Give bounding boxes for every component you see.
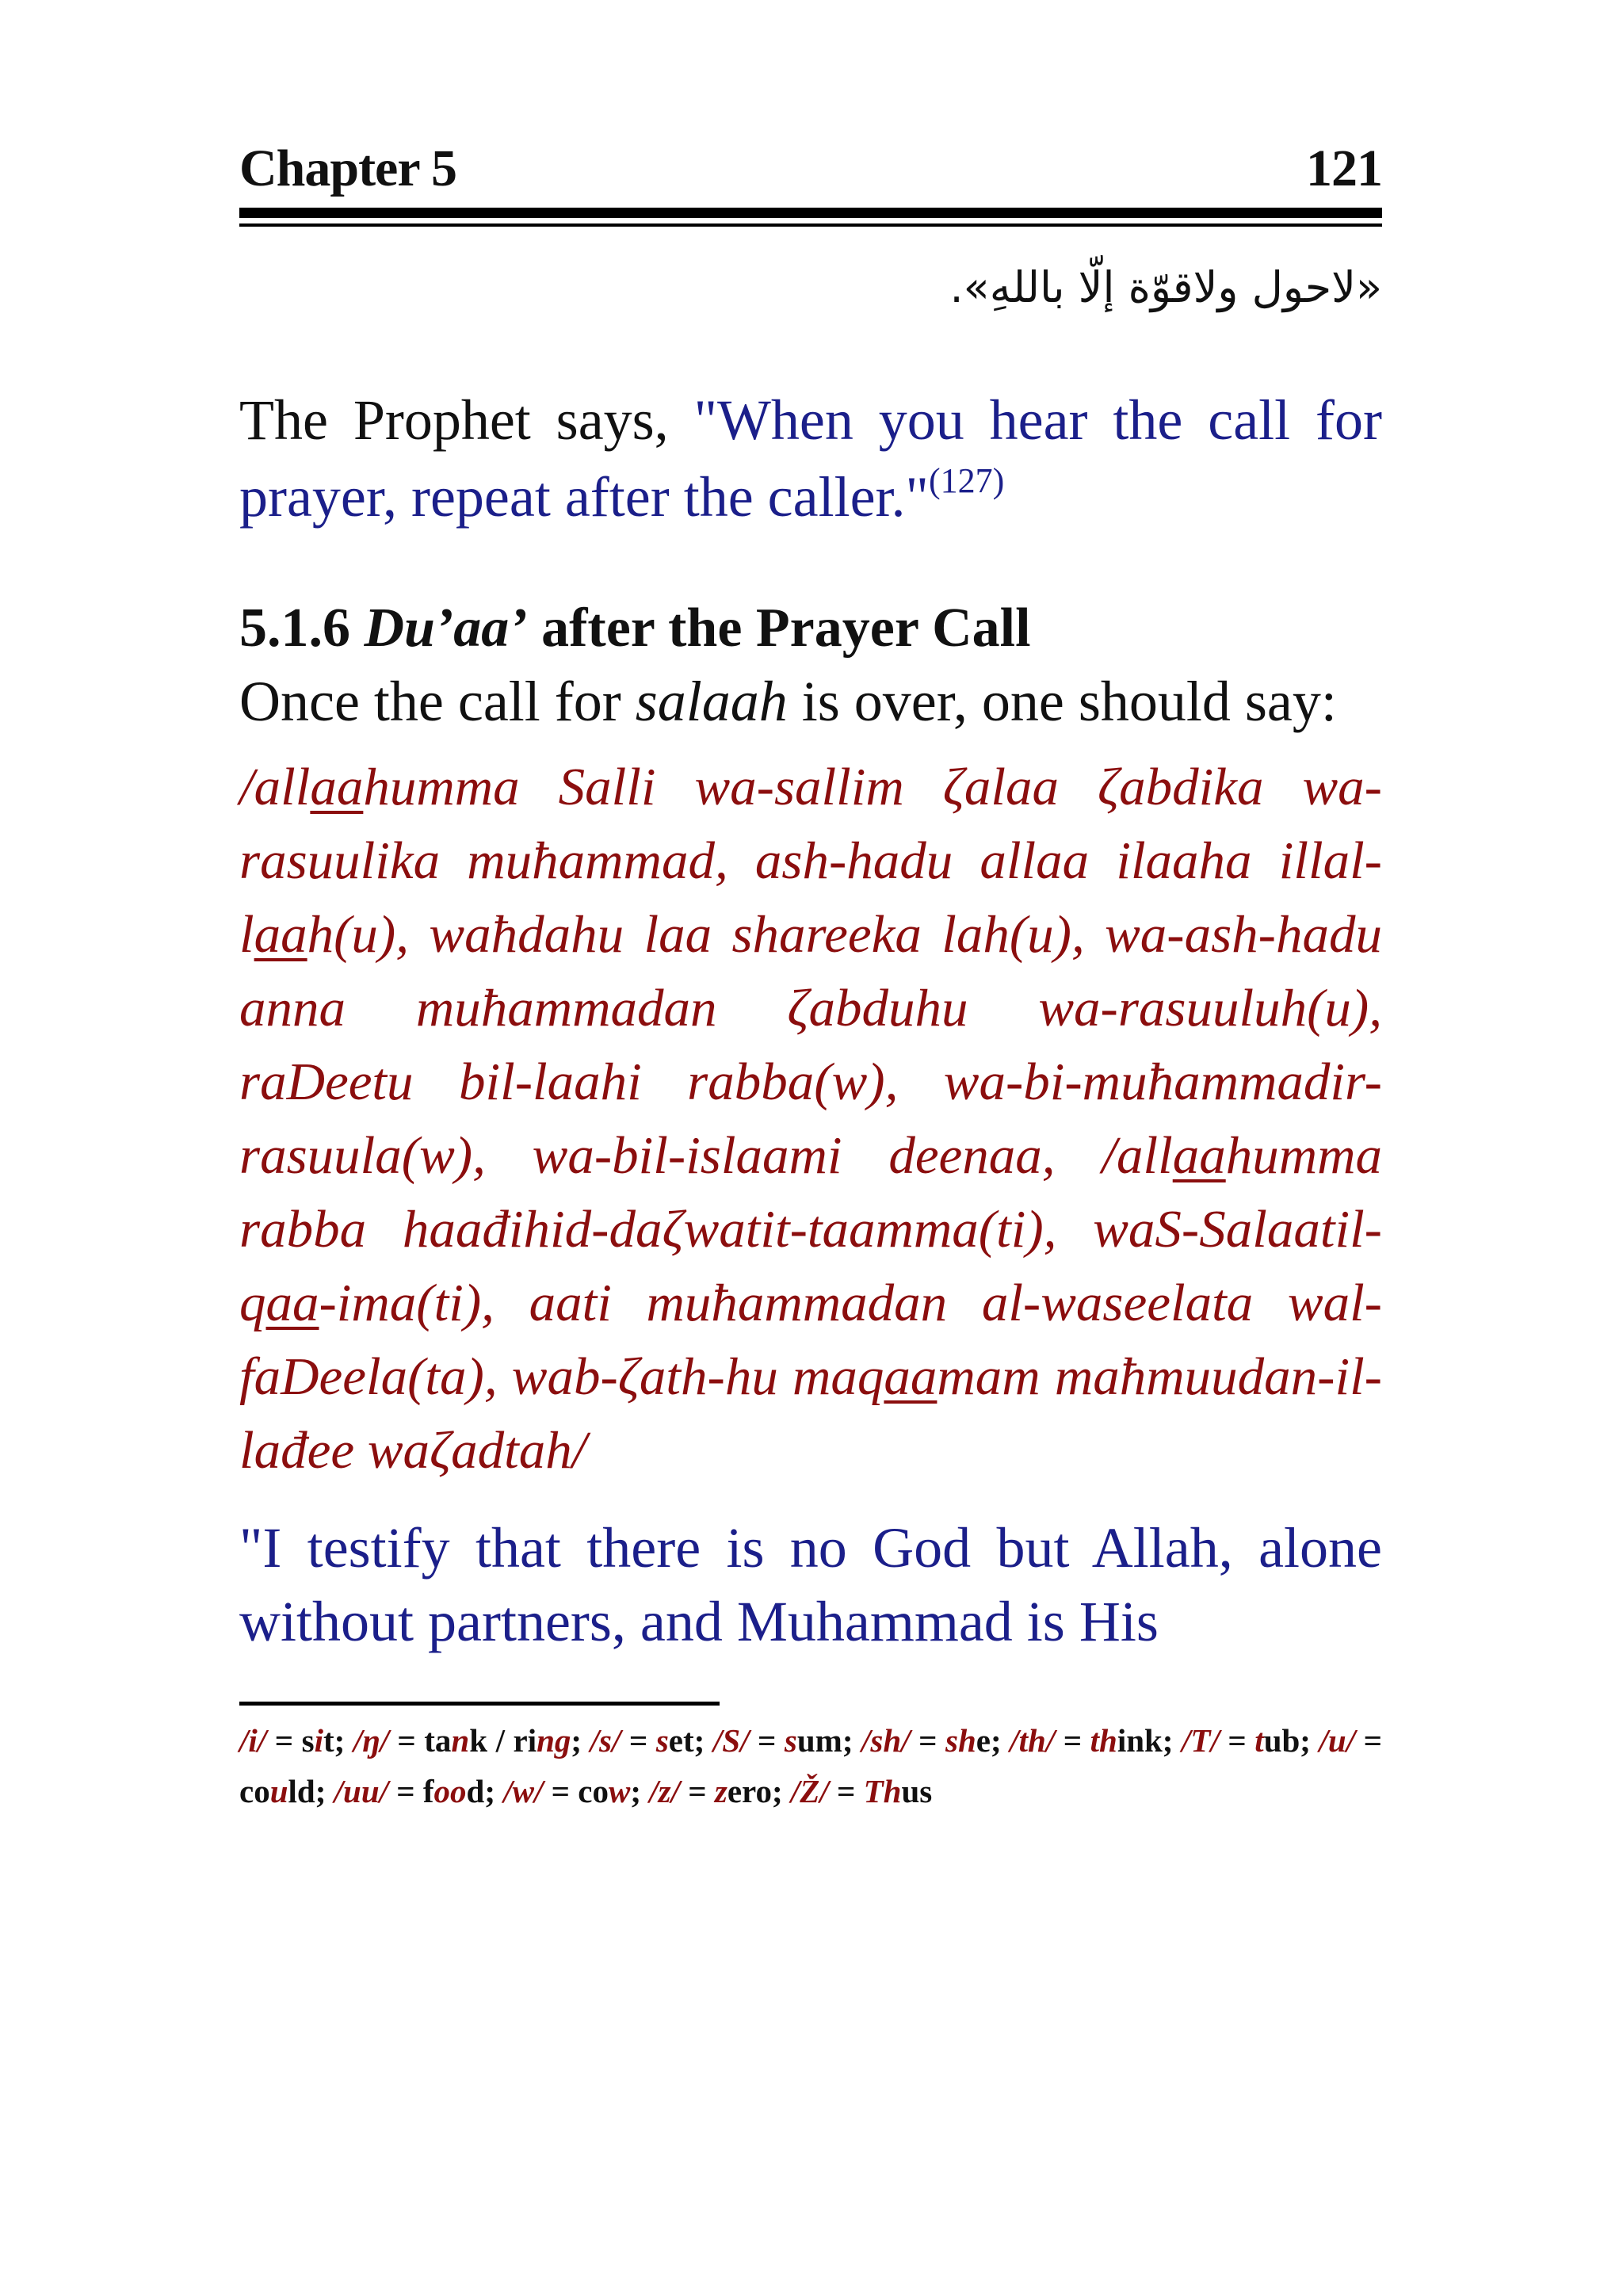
page-number: 121 <box>1306 139 1382 197</box>
key-highlight: s <box>655 1722 669 1759</box>
translit-underlined: aa <box>1172 1126 1226 1186</box>
translit-part: mam maħmuudan-il-lađee waζadtah/ <box>239 1347 1382 1480</box>
key-text: = <box>1219 1722 1255 1759</box>
header-rule-thin <box>239 223 1382 227</box>
page-header <box>239 139 1382 208</box>
translation-quote: "I testify that there is no God but Allah, alone without partners, and Muhammad is His <box>239 1516 1382 1654</box>
key-text: = <box>621 1722 656 1759</box>
key-text: t; <box>323 1722 353 1759</box>
key-text: e; <box>976 1722 1010 1759</box>
key-symbol: /S/ <box>712 1722 750 1759</box>
key-symbol: /T/ <box>1182 1722 1220 1759</box>
section-heading <box>239 593 1382 664</box>
key-symbol: /s/ <box>590 1722 621 1759</box>
key-highlight: Th <box>863 1773 902 1810</box>
translit-underlined: aa <box>265 1274 319 1333</box>
footnote-rule <box>239 1702 720 1706</box>
key-text: et; <box>668 1722 713 1759</box>
translit-underlined: aa <box>254 905 307 965</box>
key-highlight: w <box>608 1773 631 1810</box>
section-number: 5.1.6 <box>239 598 365 659</box>
translit-part: humma rabba haađihid-daζwatit-taamma(ti), waS-Salaatil-q <box>239 1126 1382 1333</box>
chapter-title: Chapter 5 <box>239 139 456 197</box>
key-highlight: t <box>1254 1722 1264 1759</box>
paragraph-lead: The Prophet says, <box>239 388 694 453</box>
key-text: = co <box>239 1722 1382 1810</box>
key-text: = f <box>388 1773 434 1810</box>
key-text: = <box>910 1722 946 1759</box>
section-title-rest: after the Prayer Call <box>527 598 1031 659</box>
key-text: d; <box>466 1773 504 1810</box>
translit-underlined: aa <box>310 758 364 817</box>
transliteration-block <box>239 751 1382 1488</box>
translit-part: /all <box>239 758 311 817</box>
key-symbol: /i/ <box>239 1722 267 1759</box>
key-text: ; <box>571 1722 590 1759</box>
key-text: = s <box>266 1722 315 1759</box>
intro-paragraph <box>239 664 1382 739</box>
hadith-quote: "When you hear the call for prayer, repeat after the caller." <box>239 388 1382 529</box>
key-text: = co <box>543 1773 609 1810</box>
key-text: ero; <box>727 1773 791 1810</box>
key-text: ; <box>630 1773 650 1810</box>
translit-part: humma Salli wa-sallim ζalaa ζabdika wa-rasuulika muħammad, ash-hadu allaa ilaaha illal-l <box>239 758 1382 965</box>
translit-part: h(u), waħdahu laa shareeka lah(u), wa-ash-hadu anna muħammadan ζabduhu wa-rasuuluh(u), raDeetu bil-laahi rabba(w), wa-bi-muħammadir-rasuula(w), wa-bil-islaami deenaa, /all <box>239 905 1382 1186</box>
key-highlight: u <box>269 1773 288 1810</box>
key-symbol: /z/ <box>649 1773 680 1810</box>
key-text: um; <box>796 1722 862 1759</box>
key-text: ub; <box>1263 1722 1319 1759</box>
key-text: ink; <box>1117 1722 1182 1759</box>
key-symbol: /w/ <box>503 1773 544 1810</box>
key-symbol: /uu/ <box>334 1773 389 1810</box>
footnote-reference: (127) <box>928 461 1005 501</box>
key-symbol: /sh/ <box>861 1722 911 1759</box>
key-text: us <box>901 1773 933 1810</box>
key-highlight: i <box>314 1722 323 1759</box>
key-text: k / ri <box>469 1722 537 1759</box>
key-text: = <box>679 1773 715 1810</box>
key-text: = <box>1055 1722 1090 1759</box>
key-text: = <box>828 1773 864 1810</box>
key-highlight: oo <box>433 1773 467 1810</box>
key-symbol: /th/ <box>1010 1722 1056 1759</box>
pronunciation-key <box>239 1715 1382 1817</box>
prophet-paragraph <box>239 382 1382 536</box>
section-title-italic: Du’aa’ <box>364 598 528 659</box>
intro-italic: salaah <box>635 670 788 734</box>
key-highlight: n <box>451 1722 470 1759</box>
key-symbol: /u/ <box>1319 1722 1356 1759</box>
key-highlight: ng <box>537 1722 571 1759</box>
translit-underlined: aa <box>884 1347 938 1407</box>
intro-text: Once the call for <box>239 670 636 734</box>
key-highlight: z <box>714 1773 727 1810</box>
book-page <box>239 139 1382 1817</box>
header-rule-thick <box>239 208 1382 218</box>
key-highlight: s <box>784 1722 797 1759</box>
translit-part: -ima(ti), aati muħammadan al-waseelata wal-faDeela(ta), wab-ζath-hu maq <box>239 1274 1382 1407</box>
intro-text-end: is over, one should say: <box>787 670 1337 734</box>
key-symbol: /Ž/ <box>790 1773 829 1810</box>
key-text: = ta <box>388 1722 452 1759</box>
key-highlight: sh <box>945 1722 976 1759</box>
key-highlight: th <box>1090 1722 1117 1759</box>
key-symbol: /ŋ/ <box>353 1722 389 1759</box>
key-text: = <box>749 1722 785 1759</box>
arabic-text: «لاحول ولاقوّة إلّا باللهِ». <box>949 262 1382 312</box>
key-text: ld; <box>288 1773 334 1810</box>
